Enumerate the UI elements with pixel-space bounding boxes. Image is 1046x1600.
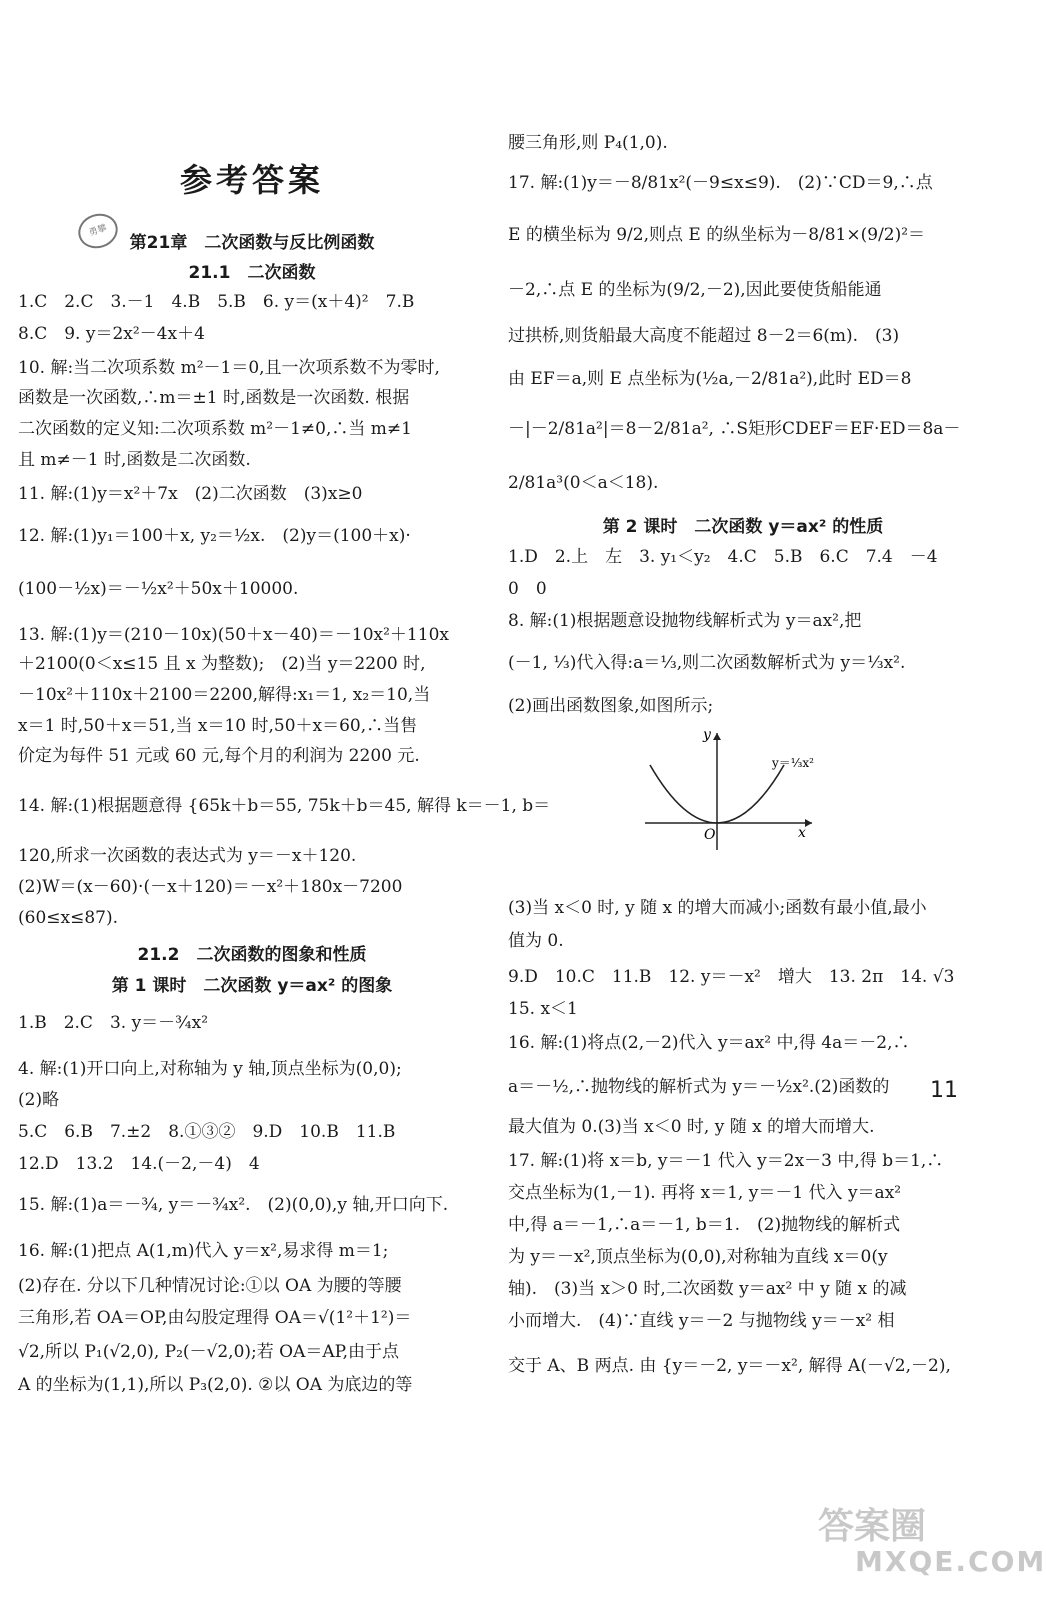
answer-line: 小而增大. (4)∵直线 y＝－2 与抛物线 y＝－x² 相: [508, 1311, 895, 1331]
y-axis-arrow-icon: [713, 733, 721, 740]
answer-line: 腰三角形,则 P₄(1,0).: [508, 133, 668, 153]
answer-line: x＝1 时,50＋x＝51,当 x＝10 时,50＋x＝60,∴当售: [18, 716, 418, 736]
answer-line: 10. 解:当二次项系数 m²－1＝0,且一次项系数不为零时,: [18, 358, 440, 378]
answer-line: 120,所求一次函数的表达式为 y＝－x＋120.: [18, 846, 357, 866]
answer-line: (2)画出函数图象,如图所示;: [508, 696, 714, 716]
answer-line: 函数是一次函数,∴m＝±1 时,函数是一次函数. 根据: [18, 388, 410, 408]
origin-label: O: [704, 827, 716, 843]
answer-line: 交点坐标为(1,－1). 再将 x＝1, y＝－1 代入 y＝ax²: [508, 1183, 902, 1203]
answer-line: －|－2/81a²|＝8－2/81a², ∴S矩形CDEF＝EF·ED＝8a－: [508, 419, 961, 439]
answer-line: 14. 解:(1)根据题意得 {65k＋b＝55, 75k＋b＝45, 解得 k＝－1, b＝: [18, 796, 551, 816]
lesson-heading-2: 第 2 课时 二次函数 y＝ax² 的性质: [602, 517, 884, 537]
answer-line: 12.D 13.2 14.(－2,－4) 4: [18, 1154, 260, 1174]
answer-line: 16. 解:(1)把点 A(1,m)代入 y＝x²,易求得 m＝1;: [18, 1241, 389, 1261]
answer-line: 9.D 10.C 11.B 12. y＝－x² 增大 13. 2π 14. √3: [508, 967, 955, 987]
answer-line: 11. 解:(1)y＝x²＋7x (2)二次函数 (3)x≥0: [18, 484, 363, 504]
answer-line: 最大值为 0.(3)当 x＜0 时, y 随 x 的增大而增大.: [508, 1117, 875, 1137]
answer-line: －2,∴点 E 的坐标为(9/2,－2),因此要使货船能通: [508, 280, 882, 300]
answer-line: 0 0: [508, 579, 547, 599]
main-title: 参考答案: [180, 161, 325, 199]
answer-line: 三角形,若 OA＝OP,由勾股定理得 OA＝√(1²＋1²)＝: [18, 1308, 412, 1328]
answer-line: (3)当 x＜0 时, y 随 x 的增大而减小;函数有最小值,最小: [508, 898, 927, 918]
answer-line: E 的横坐标为 9/2,则点 E 的纵坐标为－8/81×(9/2)²＝: [508, 225, 926, 245]
lesson-heading-1: 第 1 课时 二次函数 y＝ax² 的图象: [111, 976, 393, 996]
answer-line: 由 EF＝a,则 E 点坐标为(½a,－2/81a²),此时 ED＝8: [508, 369, 912, 389]
answer-line: 4. 解:(1)开口向上,对称轴为 y 轴,顶点坐标为(0,0);: [18, 1059, 402, 1079]
answer-line: 中,得 a＝－1,∴a＝－1, b＝1. (2)抛物线的解析式: [508, 1215, 901, 1235]
answer-line: (2)W＝(x－60)·(－x＋120)＝－x²＋180x－7200: [18, 877, 403, 897]
answer-line: －10x²＋110x＋2100＝2200,解得:x₁＝1, x₂＝10,当: [18, 685, 431, 705]
answer-line: 5.C 6.B 7.±2 8.①③② 9.D 10.B 11.B: [18, 1122, 396, 1142]
answer-line: (60≤x≤87).: [18, 908, 119, 928]
answer-line: (2)存在. 分以下几种情况讨论:①以 OA 为腰的等腰: [18, 1276, 402, 1296]
answer-line: 8.C 9. y＝2x²－4x＋4: [18, 324, 205, 344]
answer-line: 16. 解:(1)将点(2,－2)代入 y＝ax² 中,得 4a＝－2,∴: [508, 1033, 910, 1053]
chapter-heading: 第21章 二次函数与反比例函数: [129, 233, 375, 253]
answer-line: √2,所以 P₁(√2,0), P₂(－√2,0);若 OA＝AP,由于点: [18, 1342, 400, 1362]
answer-line: 交于 A、B 两点. 由 {y＝－2, y＝－x², 解得 A(－√2,－2),: [508, 1356, 951, 1376]
answer-line: 轴). (3)当 x＞0 时,二次函数 y＝ax² 中 y 随 x 的减: [508, 1279, 907, 1299]
answer-line: 价定为每件 51 元或 60 元,每个月的利润为 2200 元.: [18, 746, 420, 766]
section-heading-21-1: 21.1 二次函数: [188, 263, 316, 283]
answer-line: 值为 0.: [508, 931, 564, 951]
x-axis-label: x: [798, 825, 806, 841]
answer-line: (100－½x)＝－½x²＋50x＋10000.: [18, 579, 299, 599]
answer-line: 二次函数的定义知:二次项系数 m²－1≠0,∴当 m≠1: [18, 419, 412, 439]
answer-line: 1.B 2.C 3. y＝－¾x²: [18, 1013, 209, 1033]
watermark-logo: 答案圈: [818, 1506, 927, 1547]
answer-line: 13. 解:(1)y＝(210－10x)(50＋x－40)＝－10x²＋110x: [18, 625, 449, 645]
watermark-url: MXQE.COM: [855, 1545, 1046, 1578]
answer-line: 8. 解:(1)根据题意设抛物线解析式为 y＝ax²,把: [508, 611, 862, 631]
stamp-badge: 勇攀: [74, 209, 123, 254]
answer-line: 12. 解:(1)y₁＝100＋x, y₂＝½x. (2)y＝(100＋x)·: [18, 526, 411, 546]
curve-label: y＝⅓x²: [772, 756, 814, 770]
answer-line: 1.D 2.上 左 3. y₁＜y₂ 4.C 5.B 6.C 7.4 －4: [508, 547, 938, 567]
answer-line: 为 y＝－x²,顶点坐标为(0,0),对称轴为直线 x＝0(y: [508, 1247, 888, 1267]
x-axis-arrow-icon: [805, 819, 812, 827]
answer-line: 1.C 2.C 3.－1 4.B 5.B 6. y＝(x＋4)² 7.B: [18, 292, 415, 312]
answer-line: A 的坐标为(1,1),所以 P₃(2,0). ②以 OA 为底边的等: [18, 1375, 413, 1395]
answer-line: 17. 解:(1)y＝－8/81x²(－9≤x≤9). (2)∵CD＝9,∴点: [508, 173, 933, 193]
page-number: 11: [930, 1078, 958, 1103]
answer-line: ＋2100(0＜x≤15 且 x 为整数); (2)当 y＝2200 时,: [18, 654, 426, 674]
answer-line: 且 m≠－1 时,函数是二次函数.: [18, 450, 251, 470]
answer-line: (－1, ⅓)代入得:a＝⅓,则二次函数解析式为 y＝⅓x².: [508, 653, 906, 673]
answer-line: 15. 解:(1)a＝－¾, y＝－¾x². (2)(0,0),y 轴,开口向下.: [18, 1195, 449, 1215]
y-axis-label: y: [703, 727, 711, 743]
answer-line: a＝－½,∴抛物线的解析式为 y＝－½x².(2)函数的: [508, 1077, 890, 1097]
answer-line: (2)略: [18, 1090, 60, 1110]
answer-line: 17. 解:(1)将 x＝b, y＝－1 代入 y＝2x－3 中,得 b＝1,∴: [508, 1151, 944, 1171]
section-heading-21-2: 21.2 二次函数的图象和性质: [137, 945, 367, 965]
answer-line: 15. x＜1: [508, 999, 578, 1019]
parabola-graph: [640, 725, 820, 855]
answer-line: 过拱桥,则货船最大高度不能超过 8－2＝6(m). (3): [508, 326, 900, 346]
answer-line: 2/81a³(0＜a＜18).: [508, 473, 659, 493]
